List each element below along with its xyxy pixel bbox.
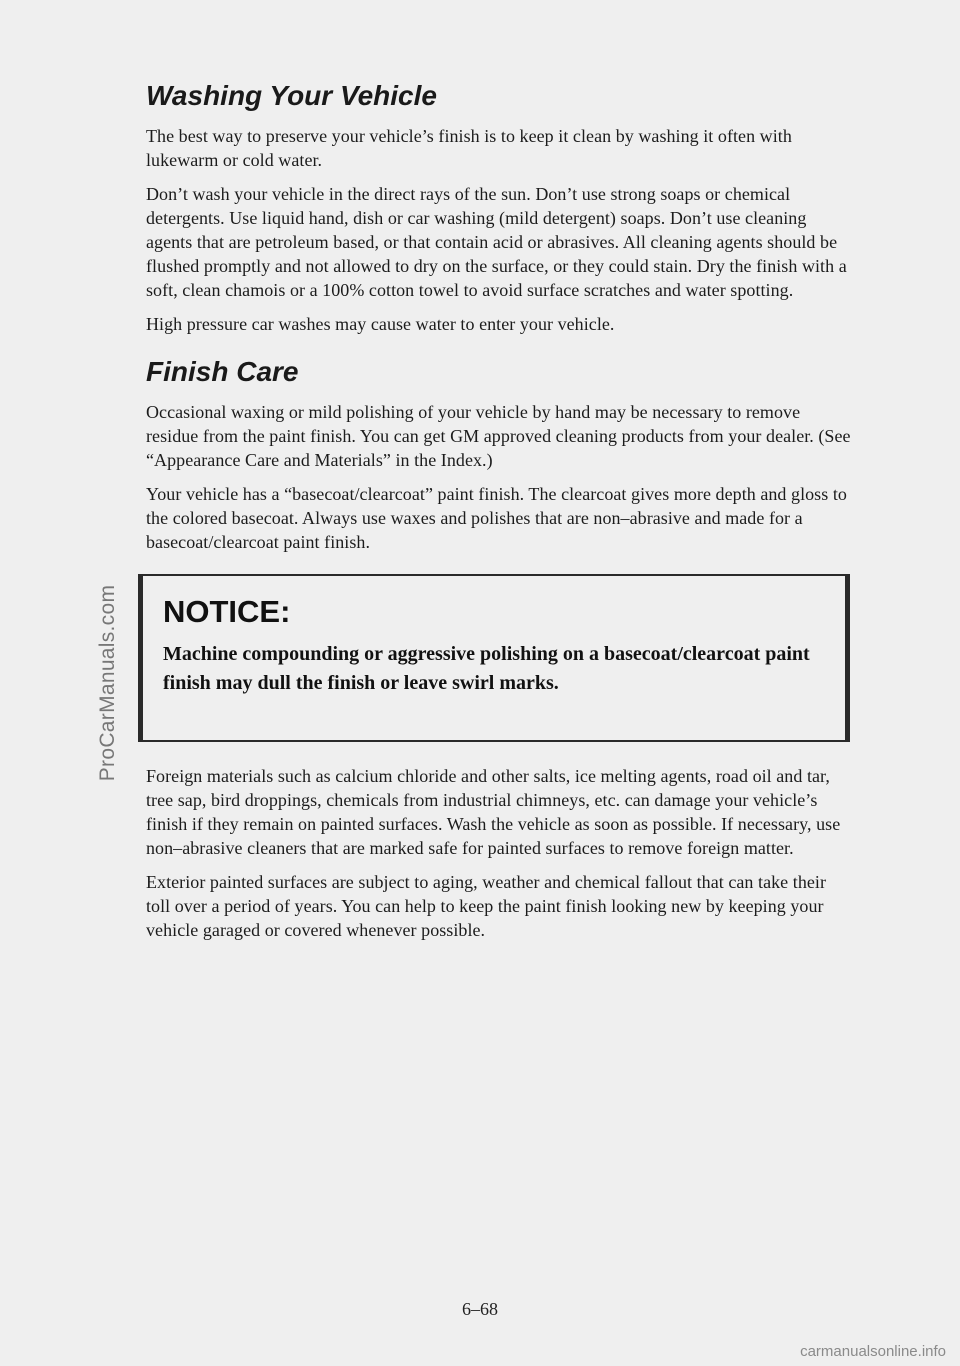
finish-paragraph-4: Exterior painted surfaces are subject to aging, weather and chemical fallout that can take their toll over a period of years. You can help to keep the paint finish looking new by keeping your vehicle garaged or covered whenever possible. — [146, 872, 827, 940]
page-content — [146, 80, 854, 952]
notice-heading: NOTICE: — [163, 594, 291, 629]
notice-body: Machine compounding or aggressive polishing on a basecoat/clearcoat paint finish may dull the finish or leave swirl marks. — [163, 643, 810, 694]
washing-paragraph-2: Don’t wash your vehicle in the direct rays of the sun. Don’t use strong soaps or chemical detergents. Use liquid hand, dish or car washing (mild detergent) soaps. Don’t use cleaning agents that are petroleum based, or that contain acid or abrasives. All cleaning agents should be flushed promptly and not allowed to dry on the surface, or they could stain. Dry the finish with a soft, clean chamois or a 100% cotton towel to avoid surface scratches and water spotting. — [146, 184, 847, 300]
bottom-watermark: carmanualsonline.info — [800, 1343, 946, 1360]
washing-paragraph-3: High pressure car washes may cause water to enter your vehicle. — [146, 314, 615, 334]
washing-paragraph-1: The best way to preserve your vehicle’s finish is to keep it clean by washing it often with lukewarm or cold water. — [146, 126, 792, 170]
finish-paragraph-3: Foreign materials such as calcium chloride and other salts, ice melting agents, road oil and tar, tree sap, bird droppings, chemicals from industrial chimneys, etc. can damage your vehicle’s finish if they remain on painted surfaces. Wash the vehicle as soon as possible. If necessary, use non–abrasive cleaners that are marked safe for painted surfaces to remove foreign matter. — [146, 766, 841, 858]
page-number: 6–68 — [462, 1299, 498, 1319]
side-watermark: ProCarManuals.com — [96, 584, 119, 782]
notice-box — [138, 574, 850, 742]
washing-section-title: Washing Your Vehicle — [146, 80, 437, 111]
finish-paragraph-1: Occasional waxing or mild polishing of your vehicle by hand may be necessary to remove residue from the paint finish. You can get GM approved cleaning products from your dealer. (See “Appearance Care and Materials” in the Index.) — [146, 402, 851, 470]
finish-paragraph-2: Your vehicle has a “basecoat/clearcoat” paint finish. The clearcoat gives more depth and gloss to the colored basecoat. Always use waxes and polishes that are non–abrasive and made for a basecoat/clearcoat paint finish. — [146, 484, 847, 552]
finish-care-section-title: Finish Care — [146, 356, 299, 387]
